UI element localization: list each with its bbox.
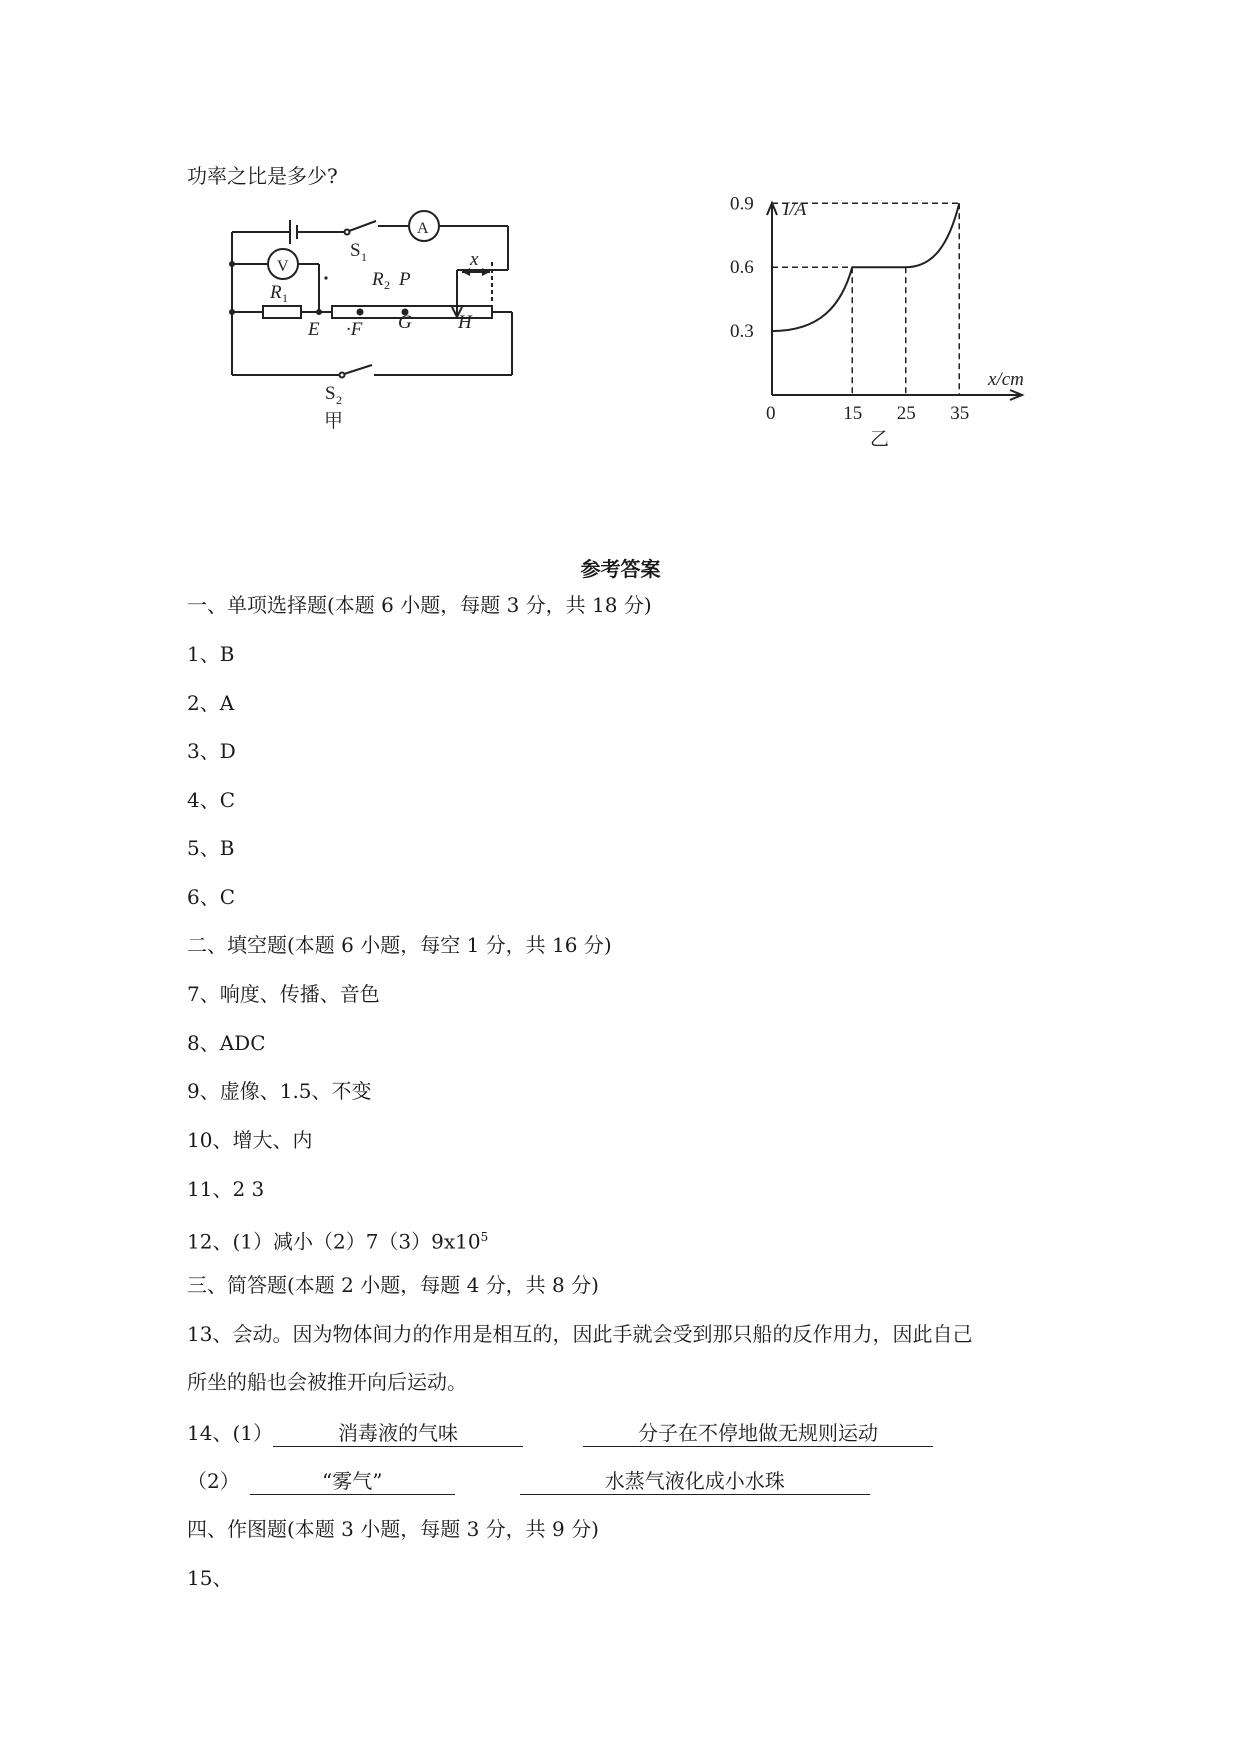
y-tick-label: 0.3 xyxy=(730,321,754,343)
answer-15: 15、 xyxy=(187,1566,233,1590)
x-tick-label: 25 xyxy=(896,403,916,424)
x-tick-label: 35 xyxy=(950,403,970,424)
h-label: H xyxy=(458,312,472,333)
current-position-chart xyxy=(720,195,1040,455)
r1-label: R xyxy=(270,282,282,303)
answer-1: 1、B xyxy=(187,642,235,666)
blank-14-1-b: 分子在不停地做无规则运动 xyxy=(583,1420,933,1447)
answer-9: 9、虚像、1.5、不变 xyxy=(187,1079,372,1103)
answer-7: 7、响度、传播、音色 xyxy=(187,982,380,1006)
answer-5: 5、B xyxy=(187,836,235,860)
series-line xyxy=(772,203,959,331)
svg-text:2: 2 xyxy=(336,393,342,407)
question-tail: 功率之比是多少? xyxy=(187,164,338,188)
ammeter-label: A xyxy=(417,220,429,237)
x-axis-label: x/cm xyxy=(988,369,1024,390)
y-tick-label: 0.6 xyxy=(730,257,754,279)
answers-heading: 参考答案 xyxy=(580,557,661,581)
switch-s1-blade xyxy=(349,221,376,231)
section-4-header: 四、作图题(本题 3 小题，每题 3 分，共 9 分) xyxy=(187,1517,599,1541)
answer-8: 8、ADC xyxy=(187,1031,266,1055)
f-label: ·F xyxy=(346,319,363,340)
section-3-header: 三、简答题(本题 2 小题，每题 4 分，共 8 分) xyxy=(187,1273,599,1297)
circuit-caption: 甲 xyxy=(324,411,344,432)
x-tick-label: 0 xyxy=(766,403,776,424)
section-2-header: 二、填空题(本题 6 小题，每空 1 分，共 16 分) xyxy=(187,933,612,957)
section-1-header: 一、单项选择题(本题 6 小题，每题 3 分，共 18 分) xyxy=(187,593,652,617)
s2-label: S xyxy=(325,383,336,404)
p-label: P xyxy=(399,269,411,290)
answer-10: 10、增大、内 xyxy=(187,1128,313,1152)
blank-14-1-a: 消毒液的气味 xyxy=(273,1420,523,1447)
chart-caption: 乙 xyxy=(870,429,890,450)
answer-14-part-1: 14、(1） 消毒液的气味 分子在不停地做无规则运动 xyxy=(187,1420,933,1447)
x-label: x xyxy=(470,249,479,270)
y-tick-label: 0.9 xyxy=(730,195,754,215)
answer-13-line-2: 所坐的船也会被推开向后运动。 xyxy=(187,1370,467,1394)
switch-s2-blade xyxy=(344,365,372,374)
blank-14-2-a: “雾气” xyxy=(250,1468,455,1495)
e-label: E xyxy=(308,319,320,340)
answer-4: 4、C xyxy=(187,788,236,812)
s1-label: S xyxy=(350,240,361,261)
answer-3: 3、D xyxy=(187,739,236,763)
svg-text:1: 1 xyxy=(361,250,367,264)
y-axis-label: I/A xyxy=(783,199,807,220)
svg-text:2: 2 xyxy=(384,278,390,292)
blank-14-2-b: 水蒸气液化成小水珠 xyxy=(520,1468,870,1495)
voltmeter-label: V xyxy=(277,258,289,275)
svg-text:1: 1 xyxy=(282,291,288,305)
answer-14-part-2: （2） “雾气” 水蒸气液化成小水珠 xyxy=(187,1468,870,1495)
g-label: G xyxy=(398,312,412,333)
answer-6: 6、C xyxy=(187,885,236,909)
resistor-r1 xyxy=(263,306,301,318)
answer-11: 11、2 3 xyxy=(187,1177,265,1201)
point-f xyxy=(357,309,364,316)
answer-13-line-1: 13、会动。因为物体间力的作用是相互的，因此手就会受到那只船的反作用力，因此自己 xyxy=(187,1322,973,1346)
answer-2: 2、A xyxy=(187,691,235,715)
answer-12: 12、(1）减小$(2)7(3)9x10^5$ xyxy=(187,1229,489,1254)
r2-label: R xyxy=(372,269,384,290)
circuit-diagram xyxy=(200,190,560,470)
x-tick-label: 15 xyxy=(843,403,863,424)
